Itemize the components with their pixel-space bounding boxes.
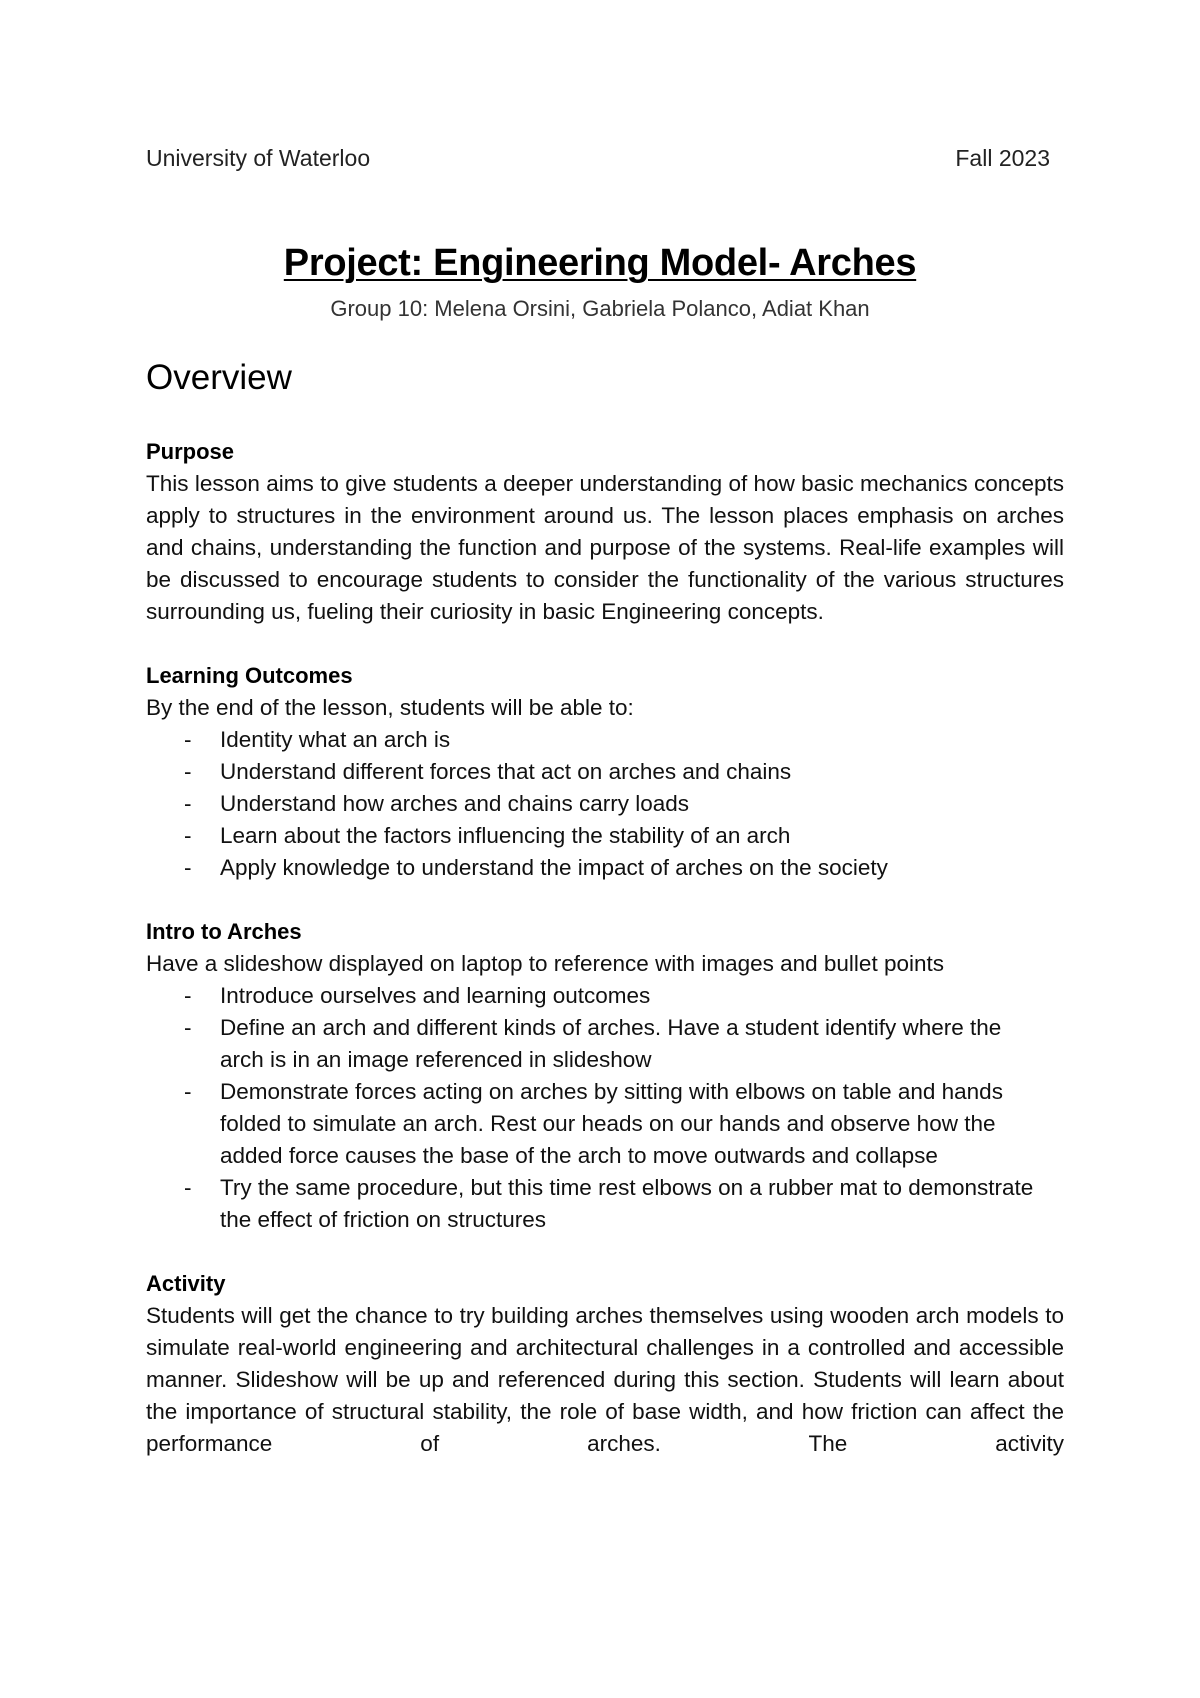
institution-name: University of Waterloo (146, 145, 371, 171)
list-item (184, 1012, 1044, 1076)
purpose-section (146, 436, 1064, 628)
bullet-dash: - (184, 727, 192, 752)
bullet-dash: - (184, 855, 192, 880)
learning-outcomes-list (146, 724, 1064, 884)
list-item-text: Understand how arches and chains carry loads (220, 791, 690, 816)
list-item (184, 788, 1064, 820)
group-members: Group 10: Melena Orsini, Gabriela Polanco, Adiat Khan (330, 296, 870, 321)
overview-heading: Overview (146, 358, 292, 397)
activity-section (146, 1268, 1064, 1460)
list-item-text: Define an arch and different kinds of arches. Have a student identify where the arch is in an image referenced in slideshow (220, 1015, 1002, 1072)
bullet-dash: - (184, 759, 192, 784)
document-body (146, 358, 1064, 1460)
list-item (184, 756, 1064, 788)
list-item (184, 980, 1044, 1012)
term-label: Fall 2023 (955, 145, 1050, 171)
list-item-text: Identity what an arch is (220, 727, 451, 752)
bullet-dash: - (184, 1015, 192, 1040)
learning-outcomes-heading: Learning Outcomes (146, 663, 353, 688)
bullet-dash: - (184, 1079, 192, 1104)
list-item-text: Learn about the factors influencing the stability of an arch (220, 823, 791, 848)
document-title: Project: Engineering Model- Arches (283, 242, 917, 284)
intro-arches-intro: Have a slideshow displayed on laptop to reference with images and bullet points (146, 951, 944, 976)
list-item (184, 1172, 1044, 1236)
bullet-dash: - (184, 1175, 192, 1200)
list-item-text: Introduce ourselves and learning outcomes (220, 983, 651, 1008)
list-item-text: Demonstrate forces acting on arches by sitting with elbows on table and hands folded to simulate an arch. Rest our heads on our hands and observe how the added force causes the base of the arch to move outwards and collapse (220, 1079, 1003, 1168)
activity-text: Students will get the chance to try building arches themselves using wooden arch models to simulate real-world engineering and architectural challenges in a controlled and accessible manner. Slideshow will be up and referenced during this section. Students will learn about the importance of structural stability, the role of base width, and how friction can affect the performance of arches. The activity (146, 1303, 1064, 1456)
bullet-dash: - (184, 823, 192, 848)
page-header (146, 145, 1050, 172)
learning-outcomes-intro: By the end of the lesson, students will be able to: (146, 695, 634, 720)
purpose-text: This lesson aims to give students a deeper understanding of how basic mechanics concepts apply to structures in the environment around us. The lesson places emphasis on arches and chains, understanding the function and purpose of the systems. Real-life examples will be discussed to encourage students to consider the functionality of the various structures surrounding us, fueling their curiosity in basic Engineering concepts. (146, 471, 1064, 624)
list-item-text: Understand different forces that act on arches and chains (220, 759, 792, 784)
bullet-dash: - (184, 791, 192, 816)
list-item-text: Try the same procedure, but this time rest elbows on a rubber mat to demonstrate the effect of friction on structures (220, 1175, 1034, 1232)
intro-arches-list (146, 980, 1064, 1236)
learning-outcomes-section (146, 660, 1064, 884)
list-item (184, 1076, 1044, 1172)
intro-arches-heading: Intro to Arches (146, 919, 302, 944)
activity-heading: Activity (146, 1271, 226, 1296)
intro-arches-section (146, 916, 1064, 1236)
bullet-dash: - (184, 983, 192, 1008)
list-item (184, 820, 1064, 852)
list-item (184, 724, 1064, 756)
purpose-heading: Purpose (146, 439, 235, 464)
list-item (184, 852, 1064, 884)
list-item-text: Apply knowledge to understand the impact of arches on the society (220, 855, 888, 880)
